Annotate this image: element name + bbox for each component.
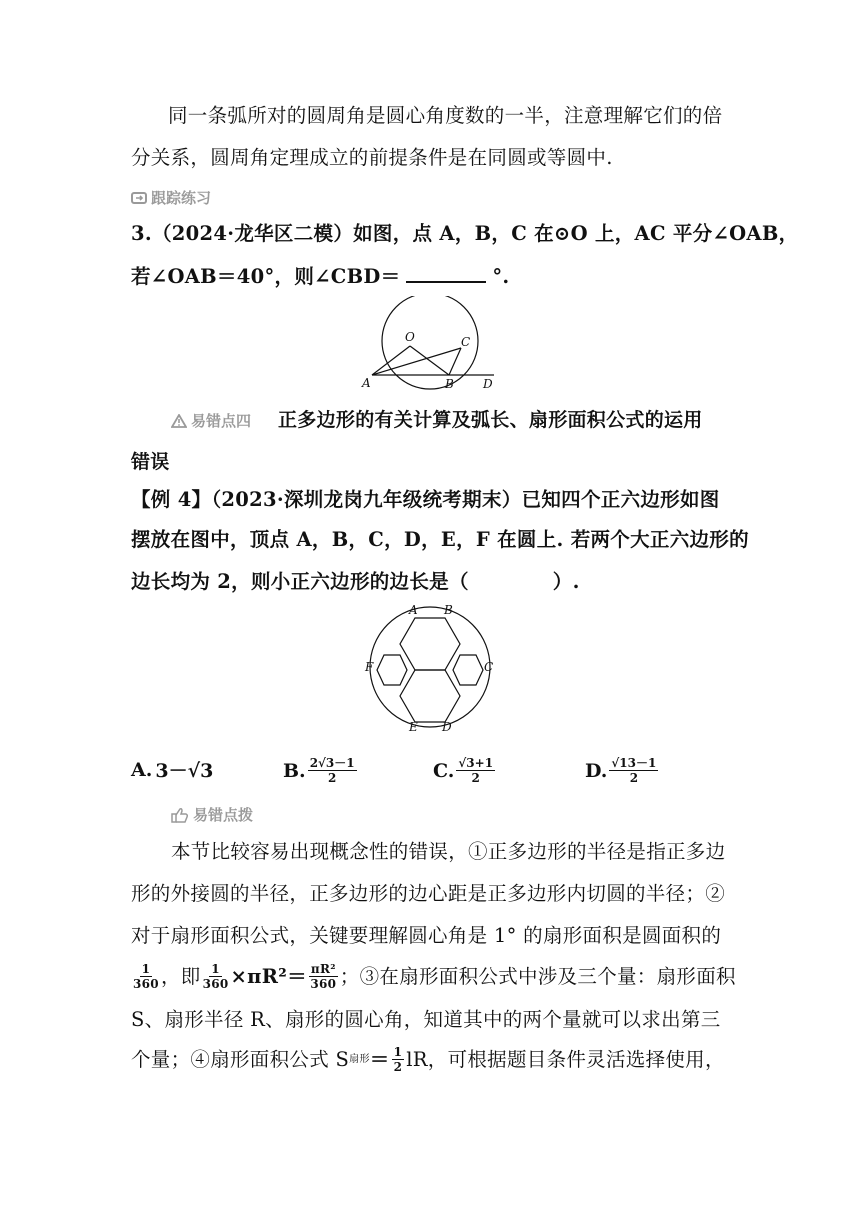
option-a-label: A. — [131, 758, 153, 781]
segment-ao — [372, 346, 410, 375]
explanation-line-5: S、扇形半径 R、扇形的圆心角，知道其中的两个量就可以求出第三 — [131, 1008, 721, 1031]
label-o: O — [405, 330, 415, 344]
option-a-text: 3－√3 — [155, 760, 214, 782]
problem3-line-1: 3.（2024·龙华区二模）如图，点 A，B，C 在⊙O 上，AC 平分∠OAB， — [131, 222, 799, 245]
example4-line-3-post: ）. — [552, 570, 580, 593]
small-hexagon-left — [377, 655, 407, 685]
tip-line-1: 同一条弧所对的圆周角是圆心角度数的一半，注意理解它们的倍 — [168, 104, 723, 127]
frac-b-num: 1 — [211, 962, 220, 976]
example4-line-2: 摆放在图中，顶点 A，B，C，D，E，F 在圆上. 若两个大正六边形的 — [131, 528, 749, 551]
option-d-numerator: √13－1 — [611, 756, 657, 770]
option-b-denominator: 2 — [327, 771, 337, 785]
frac-a-num: 1 — [141, 962, 151, 976]
line4-mid1: ，即 — [160, 964, 201, 988]
label-c: C — [461, 335, 471, 349]
line6-pre: 个量；④扇形面积公式 S — [131, 1047, 350, 1071]
hexagon-figure — [362, 603, 498, 735]
option-d-label: D. — [585, 759, 608, 782]
large-hexagon-top — [400, 618, 460, 670]
option-d-denominator: 2 — [629, 771, 639, 785]
segment-cb — [449, 348, 461, 375]
small-hexagon-right — [453, 655, 483, 685]
line6-mid: ＝ — [369, 1047, 390, 1071]
section-title-line-1: 正多边形的有关计算及弧长、扇形面积公式的运用 — [278, 409, 703, 431]
problem3-line-2 — [131, 263, 510, 290]
thumbs-up-icon — [171, 807, 189, 823]
tip-line-2: 分关系，圆周角定理成立的前提条件是在同圆或等圆中. — [131, 146, 613, 169]
option-c-fraction — [456, 756, 495, 785]
label-f-hex: F — [365, 660, 374, 674]
fraction-1-360-b — [203, 962, 229, 991]
explanation-line-2: 形的外接圆的半径，正多边形的边心距是正多边形内切圆的半径；② — [131, 882, 726, 905]
warning-icon — [171, 414, 187, 428]
frac-a-den: 360 — [133, 977, 159, 991]
answer-blank — [406, 263, 486, 283]
follow-up-tag — [131, 187, 211, 208]
section-tag — [171, 410, 251, 431]
section-tag-label: 易错点四 — [191, 412, 252, 430]
example4-line-3 — [131, 569, 580, 595]
circle-figure-1 — [358, 296, 500, 392]
label-d: D — [483, 377, 493, 391]
option-d[interactable] — [585, 756, 660, 785]
section-title-line-2: 错误 — [131, 451, 170, 473]
label-b: B — [445, 377, 454, 391]
fraction-1-2 — [392, 1045, 405, 1074]
large-hexagon-bottom — [400, 670, 460, 722]
frac-d-num: 1 — [393, 1045, 403, 1059]
frac-d-den: 2 — [393, 1060, 403, 1074]
label-e-hex: E — [409, 720, 418, 734]
example4-line-1: 【例 4】（2023·深圳龙岗九年级统考期末）已知四个正六边形如图 — [131, 488, 720, 511]
frac-b-den: 360 — [202, 977, 229, 991]
outer-circle — [370, 607, 490, 727]
pointer-tag-label: 易错点拨 — [193, 806, 254, 824]
label-a: A — [362, 376, 371, 390]
option-c-label: C. — [433, 759, 455, 782]
explanation-line-1: 本节比较容易出现概念性的错误，①正多边形的半径是指正多边 — [171, 840, 726, 863]
option-d-fraction — [609, 756, 658, 785]
frac-c-den: 360 — [310, 977, 337, 991]
segment-ob — [410, 346, 449, 375]
label-d-hex: D — [442, 720, 452, 734]
option-b-numerator: 2√3－1 — [309, 756, 355, 770]
label-b-hex: B — [444, 603, 453, 617]
fraction-pir2-360 — [309, 962, 338, 991]
segment-ac — [372, 348, 461, 375]
fraction-1-360-a — [133, 962, 159, 991]
line6-sub: 扇形 — [349, 1053, 370, 1065]
option-a[interactable] — [131, 756, 213, 783]
explanation-line-6 — [131, 1045, 725, 1074]
explanation-line-3: 对于扇形面积公式，关键要理解圆心角是 1° 的扇形面积是圆面积的 — [131, 924, 722, 947]
option-c-denominator: 2 — [471, 771, 480, 785]
line4-mid2: ×πR²＝ — [230, 964, 307, 988]
example4-line-3-pre: 边长均为 2，则小正六边形的边长是（ — [131, 570, 469, 593]
line6-post: lR，可根据题目条件灵活选择使用， — [406, 1047, 725, 1071]
label-a-hex: A — [409, 603, 418, 617]
problem3-line-2-post: °. — [492, 265, 510, 288]
explanation-line-4 — [131, 962, 736, 991]
option-c[interactable] — [433, 756, 497, 785]
pointer-tag — [171, 804, 253, 825]
option-b[interactable] — [283, 756, 359, 785]
repeat-icon — [131, 191, 147, 205]
line4-post: ；③在扇形面积公式中涉及三个量：扇形面积 — [339, 964, 736, 988]
option-c-numerator: √3+1 — [458, 756, 494, 770]
label-c-hex: C — [484, 660, 494, 674]
option-b-fraction — [308, 756, 357, 785]
option-b-label: B. — [283, 759, 306, 782]
frac-c-num: πR² — [310, 962, 336, 976]
problem3-line-2-pre: 若∠OAB＝40°，则∠CBD＝ — [131, 265, 401, 288]
follow-up-label: 跟踪练习 — [151, 189, 212, 207]
